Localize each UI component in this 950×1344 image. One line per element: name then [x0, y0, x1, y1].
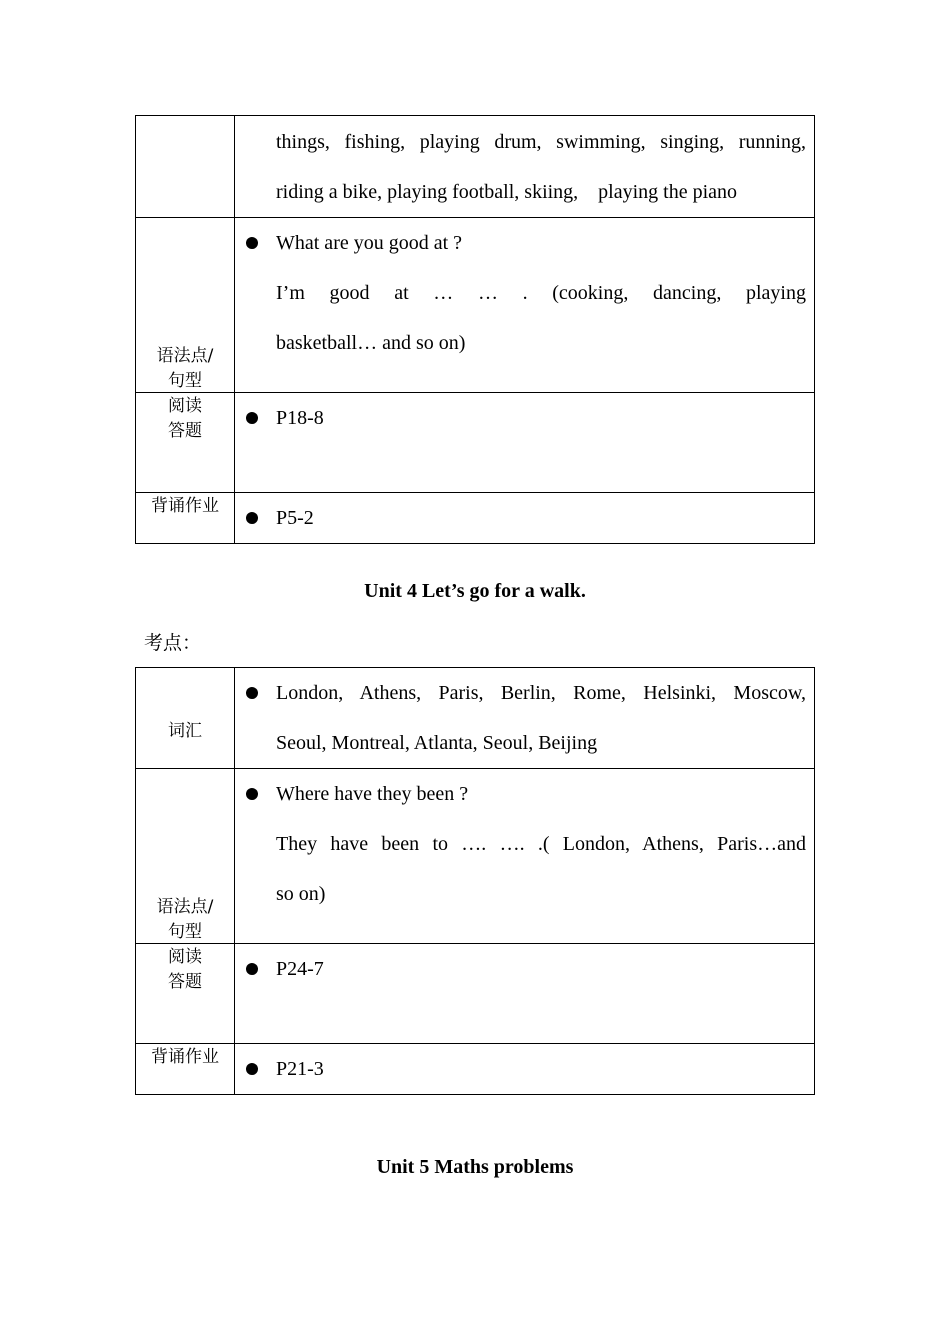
- reading-label-line-1: 阅读: [168, 947, 202, 967]
- grammar-label-line-2: 句型: [168, 371, 202, 391]
- grammar-answer-line-2: basketball… and so on): [276, 332, 466, 354]
- recite-content-cell: [235, 493, 815, 544]
- vocab-row: [136, 116, 815, 218]
- reading-label-line-1: 阅读: [168, 396, 202, 416]
- bullet-icon: [246, 512, 258, 524]
- vocab-label-cell: [136, 116, 235, 218]
- recite-label-cell: [136, 493, 235, 544]
- recite-item: P5-2: [276, 507, 314, 529]
- reading-item: P24-7: [276, 958, 324, 980]
- grammar-label-line-1: 语法点/: [156, 346, 214, 366]
- bullet-icon: [246, 237, 258, 249]
- bullet-icon: [246, 687, 258, 699]
- grammar-content-cell: [235, 218, 815, 393]
- recite-row: [136, 1044, 815, 1095]
- bullet-icon: [246, 412, 258, 424]
- bullet-icon: [246, 963, 258, 975]
- unit5-title: Unit 5 Maths problems: [376, 1156, 574, 1178]
- recite-label: 背诵作业: [151, 1047, 219, 1067]
- recite-label: 背诵作业: [151, 496, 219, 516]
- recite-label-cell: [136, 1044, 235, 1095]
- reading-label-line-2: 答题: [168, 421, 202, 441]
- unit3-table: [135, 115, 815, 544]
- recite-content-cell: [235, 1044, 815, 1095]
- bullet-icon: [246, 1063, 258, 1075]
- grammar-answer-line-2: so on): [276, 883, 326, 905]
- grammar-answer-line-1: I’m good at … … . (cooking, dancing, playing: [276, 282, 806, 304]
- reading-row: [136, 393, 815, 493]
- grammar-content-cell: [235, 769, 815, 944]
- vocab-line-1: things, fishing, playing drum, swimming, singing, running,: [276, 131, 806, 153]
- bullet-icon: [246, 788, 258, 800]
- unit4-title: Unit 4 Let’s go for a walk.: [364, 580, 586, 602]
- reading-item: P18-8: [276, 407, 324, 429]
- grammar-row: [136, 769, 815, 944]
- vocab-label: 词汇: [168, 721, 202, 741]
- vocab-content-cell: [235, 668, 815, 769]
- recite-item: P21-3: [276, 1058, 324, 1080]
- reading-content-cell: [235, 393, 815, 493]
- vocab-row: [136, 668, 815, 769]
- grammar-label-cell: [136, 769, 235, 944]
- grammar-question: Where have they been ?: [276, 783, 469, 805]
- reading-content-cell: [235, 944, 815, 1044]
- vocab-line-2: riding a bike, playing football, skiing, playing the piano: [276, 181, 738, 203]
- reading-label-cell: [136, 944, 235, 1044]
- unit4-table: [135, 667, 815, 1095]
- kaodian-label: 考点：: [144, 632, 202, 654]
- grammar-label-line-1: 语法点/: [156, 897, 214, 917]
- grammar-answer-line-1: They have been to …. …. .( London, Athens, Paris…and: [276, 833, 806, 855]
- reading-label-cell: [136, 393, 235, 493]
- recite-row: [136, 493, 815, 544]
- reading-row: [136, 944, 815, 1044]
- vocab-label-cell: [136, 668, 235, 769]
- grammar-row: [136, 218, 815, 393]
- grammar-label-line-2: 句型: [168, 922, 202, 942]
- grammar-question: What are you good at ?: [276, 232, 463, 254]
- vocab-line-2: Seoul, Montreal, Atlanta, Seoul, Beijing: [276, 732, 598, 754]
- vocab-line-1: London, Athens, Paris, Berlin, Rome, Helsinki, Moscow,: [276, 682, 806, 704]
- grammar-label-cell: [136, 218, 235, 393]
- reading-label-line-2: 答题: [168, 972, 202, 992]
- vocab-content-cell: [235, 116, 815, 218]
